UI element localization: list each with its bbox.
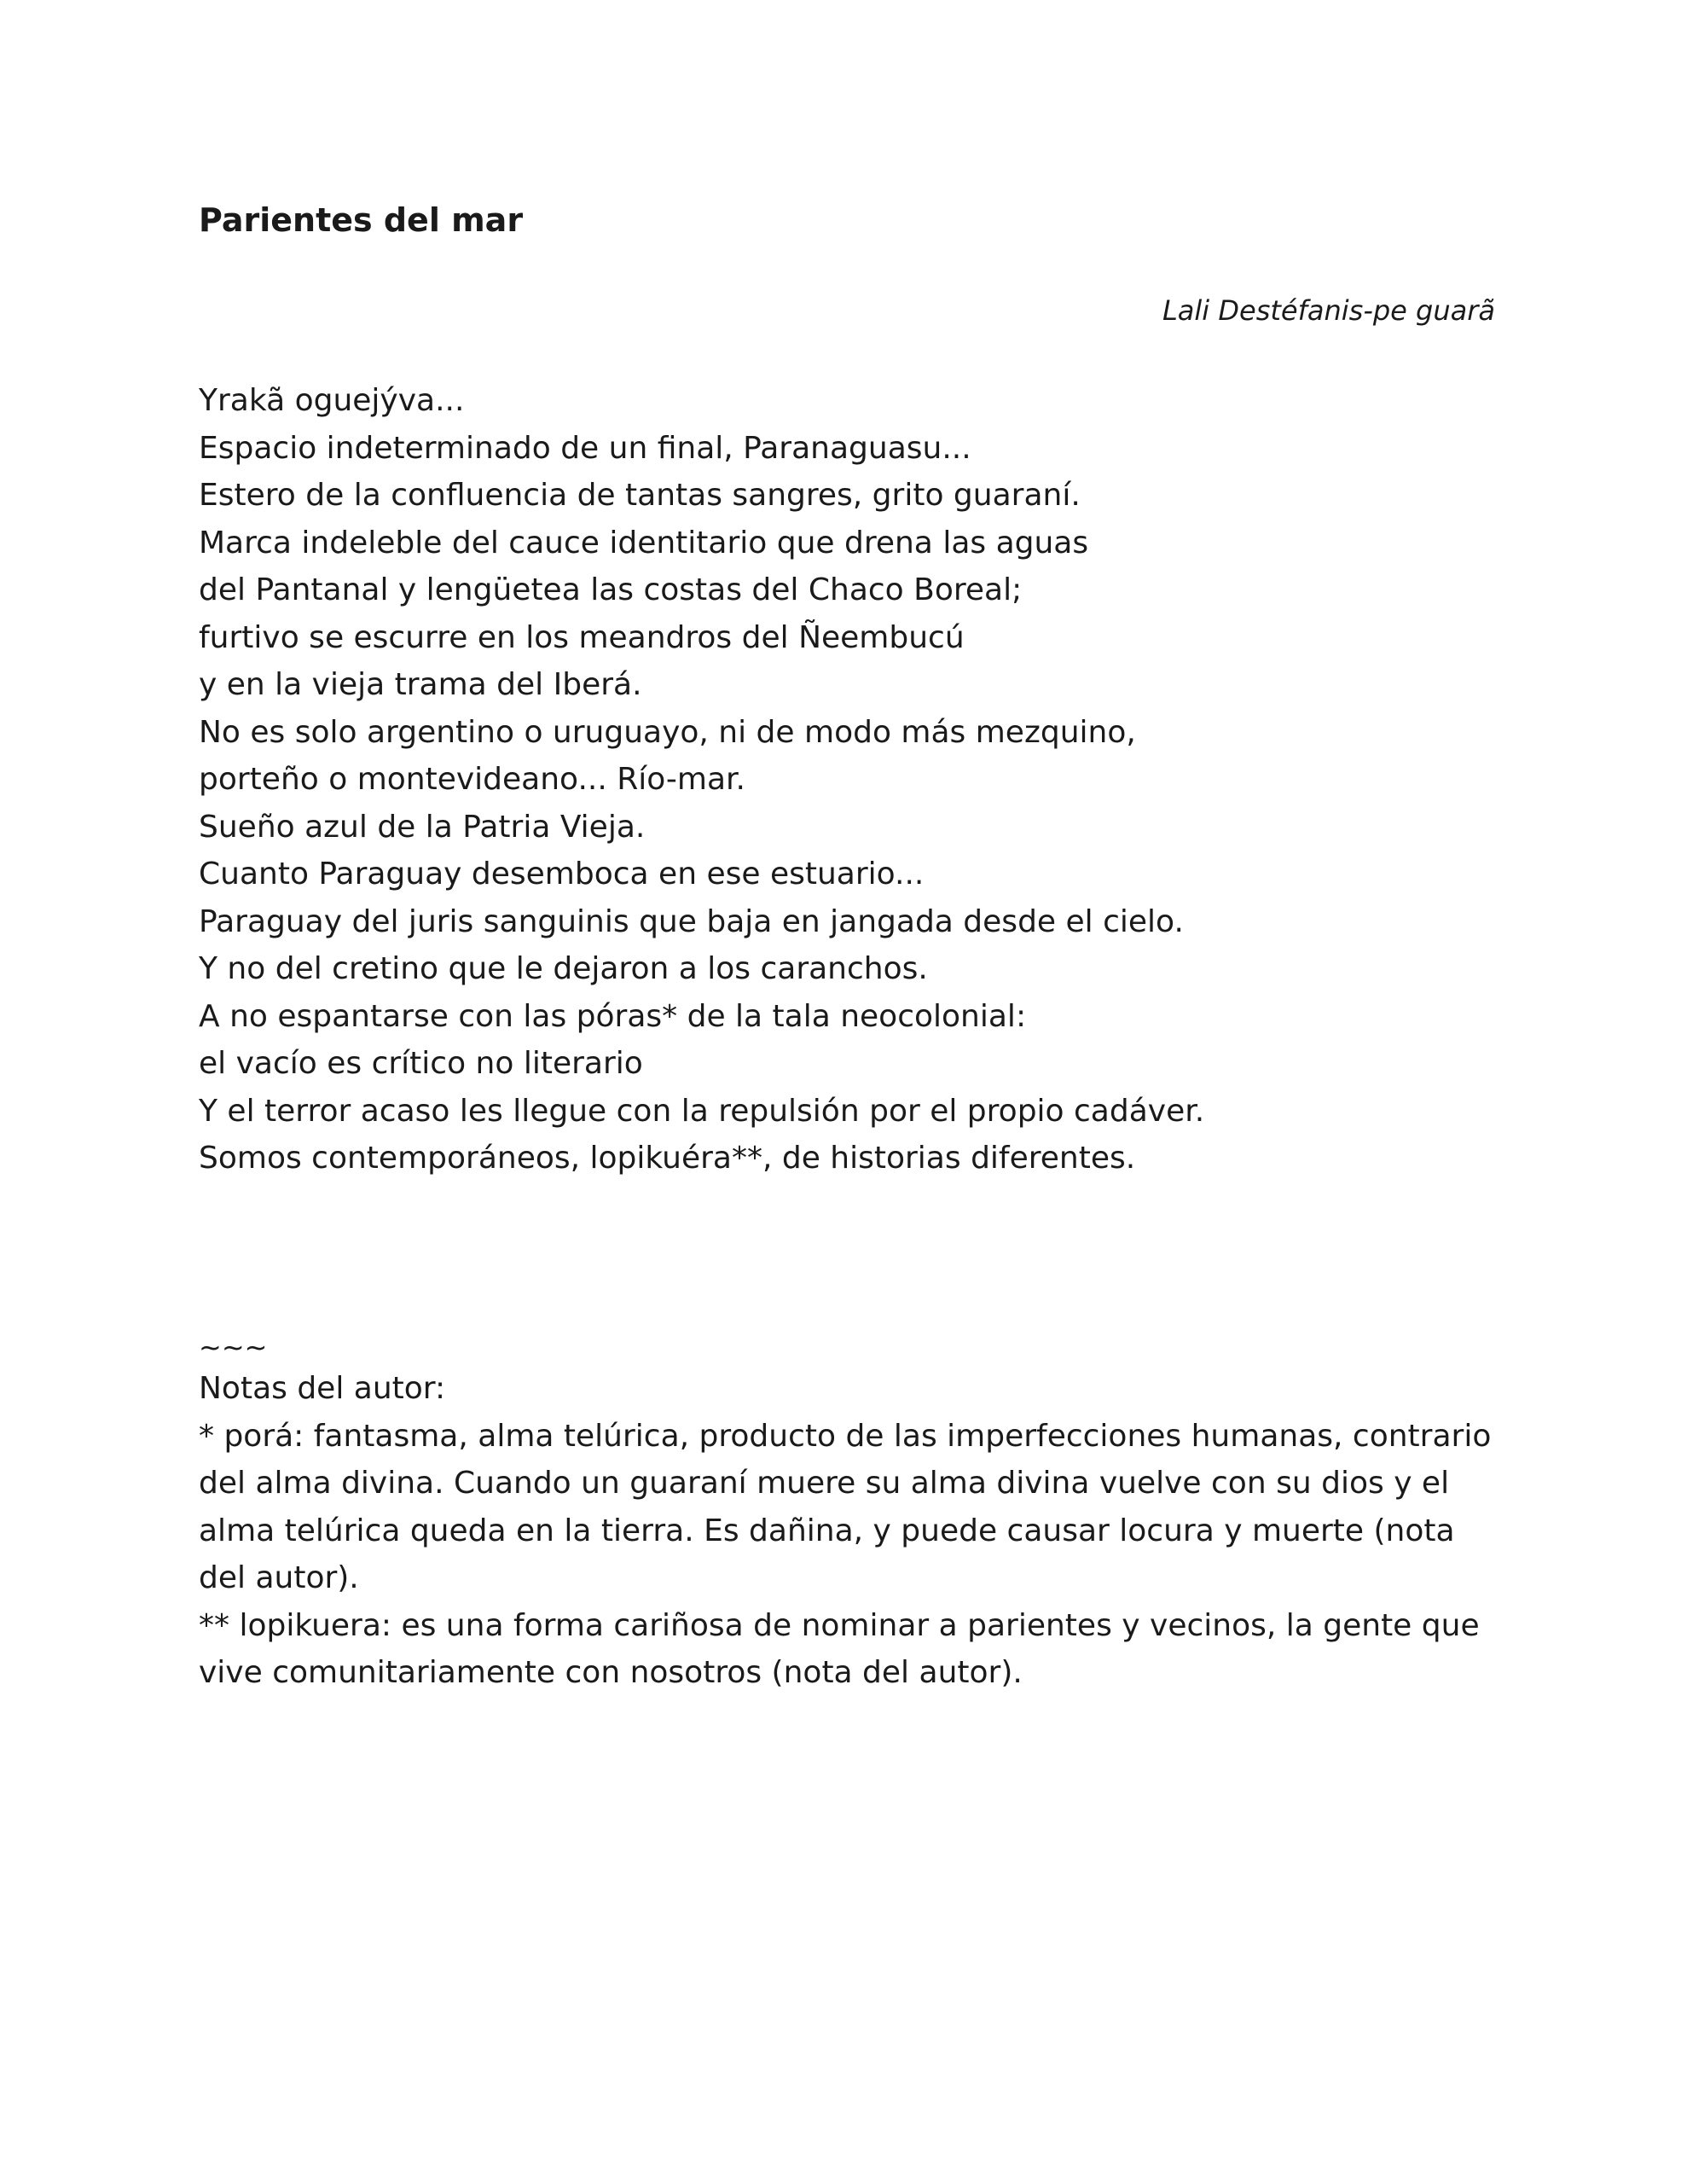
author-byline: Lali Destéfanis-pe guarã [1162, 294, 1495, 327]
poem-line: No es solo argentino o uruguayo, ni de modo más mezquino, [199, 714, 1136, 750]
footnote-pora: * porá: fantasma, alma telúrica, producto de las imperfecciones humanas, contrario del alma divina. Cuando un guaraní muere su alma divina vuelve con su dios y el alma telúrica queda en la tierra. Es dañina, y puede causar locura y muerte (nota del autor). [199, 1418, 1492, 1595]
poem-line: Marca indeleble del cauce identitario que drena las aguas [199, 525, 1089, 561]
author-notes [199, 1329, 1495, 1697]
document-page [199, 0, 1495, 2184]
poem-line: Y el terror acaso les llegue con la repulsión por el propio cadáver. [199, 1093, 1205, 1129]
poem-body [199, 377, 1495, 1182]
poem-title: Parientes del mar [199, 201, 524, 239]
poem-line: Sueño azul de la Patria Vieja. [199, 809, 646, 845]
poem-line: Paraguay del juris sanguinis que baja en jangada desde el cielo. [199, 903, 1184, 939]
poem-line: Y no del cretino que le dejaron a los caranchos. [199, 951, 928, 986]
poem-line: Cuanto Paraguay desemboca en ese estuario... [199, 857, 925, 892]
section-separator: ~~~ [199, 1331, 268, 1363]
poem-line: porteño o montevideano... Río-mar. [199, 762, 745, 797]
poem-line: Estero de la confluencia de tantas sangres, grito guaraní. [199, 478, 1081, 513]
notes-heading: Notas del autor: [199, 1371, 446, 1406]
footnote-lopikuera: ** lopikuera: es una forma cariñosa de nominar a parientes y vecinos, la gente que vive comunitariamente con nosotros (nota del autor). [199, 1607, 1480, 1690]
poem-line: el vacío es crítico no literario [199, 1046, 643, 1081]
poem-line: A no espantarse con las póras* de la tala neocolonial: [199, 998, 1027, 1034]
poem-line: furtivo se escurre en los meandros del Ñeembucú [199, 619, 965, 655]
poem-line: Somos contemporáneos, lopikuéra**, de historias diferentes. [199, 1141, 1136, 1176]
poem-line: Yrakã oguejýva... [199, 383, 465, 418]
poem-line: Espacio indeterminado de un final, Paranaguasu... [199, 430, 971, 466]
poem-line: del Pantanal y lengüetea las costas del Chaco Boreal; [199, 572, 1023, 607]
poem-line: y en la vieja trama del Iberá. [199, 667, 642, 702]
